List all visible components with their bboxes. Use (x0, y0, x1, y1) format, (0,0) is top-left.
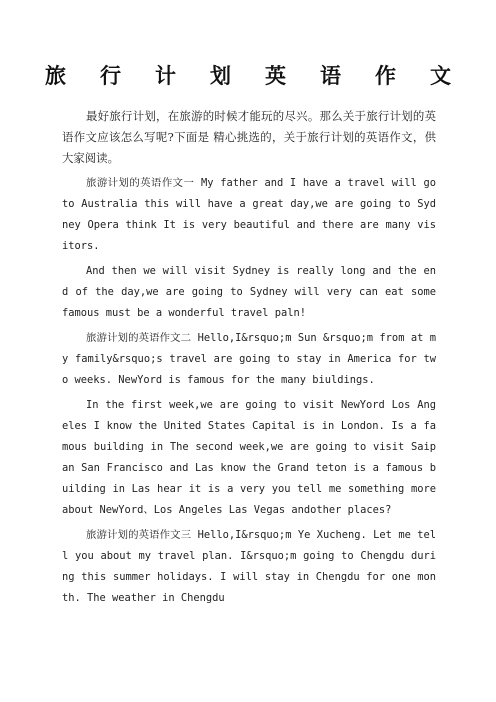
document-body (62, 106, 436, 613)
title-char: 文 (430, 63, 451, 88)
intro-paragraph: 最好旅行计划，在旅游的时候才能玩的尽兴。那么关于旅行计划的英语作文应该怎么写呢?下面是 精心挑选的，关于旅行计划的英语作文，供大家阅读。 (62, 109, 436, 165)
title-char: 划 (210, 63, 231, 88)
document-title (0, 60, 496, 90)
essay-one-paragraph: 旅游计划的英语作文一 My father and I have a travel will go to Australia this will have a great day,we are going to Sydney Opera think It is very beautiful and there are many visitors. (62, 177, 436, 252)
title-char: 计 (155, 63, 176, 88)
title-char: 旅 (45, 63, 66, 88)
essay-two-paragraph: 旅游计划的英语作文二 Hello,I&rsquo;m Sun &rsquo;m from at my family&rsquo;s travel are going to stay in America for two weeks. NewYord is famous for the many biuldings. (62, 332, 436, 386)
title-char: 语 (320, 63, 341, 88)
title-char: 英 (265, 63, 286, 88)
essay-three-paragraph: 旅游计划的英语作文三 Hello,I&rsquo;m Ye Xucheng. Let me tell you about my travel plan. I&rsquo;m going to Chengdu during this summer holidays. I will stay in Chengdu for one month. The weather in Chengdu (62, 529, 436, 604)
essay-two-continued-paragraph: In the first week,we are going to visit NewYord Los Angeles I know the United States Capital is in London. Is a famous building in The second week,we are going to visit Saipan San Francisco and Las know the Grand teton is a famous building in Las hear it is a very you tell me something more about NewYord、Los Angeles Las Vegas andother places? (62, 399, 436, 516)
essay-one-continued-paragraph: And then we will visit Sydney is really long and the end of the day,we are going to Sydney will very can eat some famous must be a wonderful travel paln! (62, 265, 436, 319)
title-char: 作 (375, 63, 396, 88)
title-char: 行 (100, 63, 121, 88)
